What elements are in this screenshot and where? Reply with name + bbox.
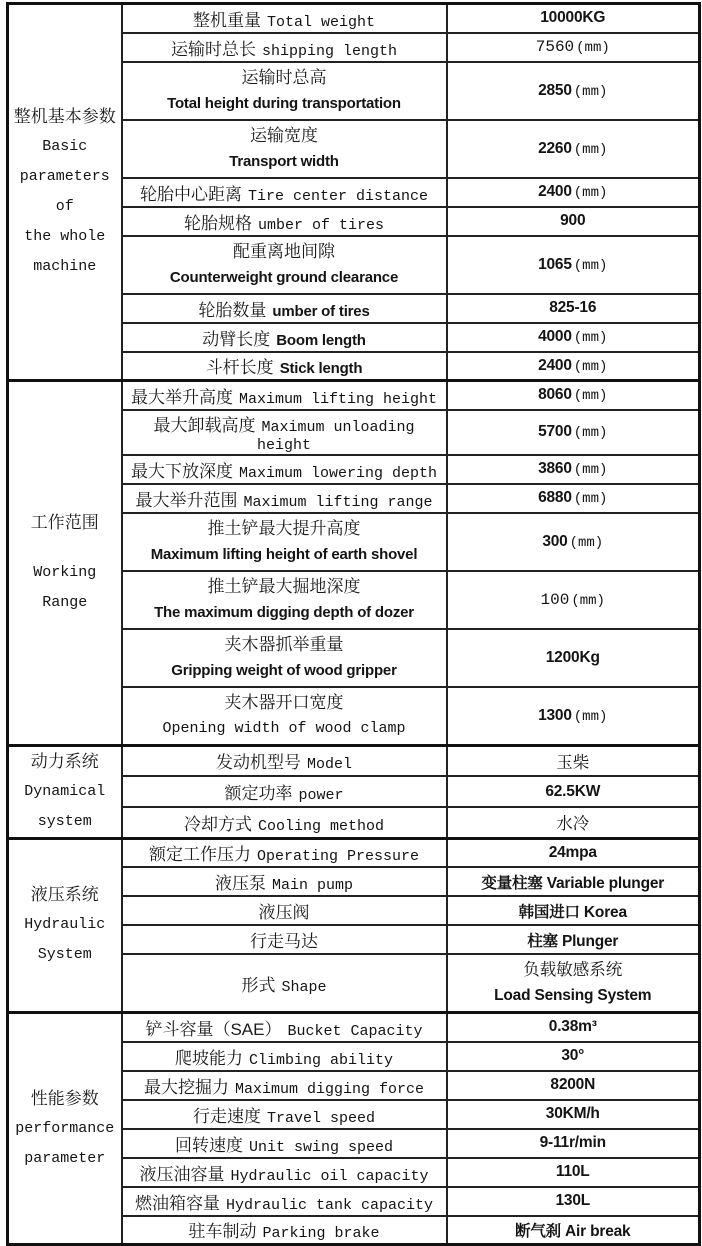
param-zh: 最大挖掘力 — [143, 1077, 229, 1097]
value-text: 62.5KW — [545, 782, 601, 800]
param-zh: 液压阀 — [258, 903, 310, 922]
value-unit: (mm) — [573, 257, 608, 274]
value-cell — [447, 513, 700, 571]
value-cell — [447, 687, 700, 746]
param-zh: 夹木器抓举重量 — [224, 634, 344, 654]
param-en: Hydraulic oil capacity — [230, 1167, 429, 1185]
value-text: 断气刹 Air break — [515, 1222, 631, 1240]
value-cell — [447, 1013, 700, 1042]
param-cell — [122, 838, 447, 867]
value-text: 825-16 — [549, 299, 597, 316]
param-en: Total weight — [266, 13, 376, 31]
param-zh: 最大举升范围 — [135, 490, 238, 510]
param-en: Cooling method — [257, 817, 385, 835]
value-cell — [447, 207, 700, 236]
value-unit: (mm) — [573, 708, 608, 725]
table-row — [8, 745, 700, 776]
param-cell — [122, 236, 447, 294]
value-unit: (mm) — [573, 491, 608, 507]
category-en-line: parameter — [24, 1149, 106, 1167]
param-zh: 燃油箱容量 — [134, 1193, 220, 1213]
category-en-line: performance — [15, 1119, 115, 1137]
value-text: 0.38m³ — [548, 1018, 597, 1036]
param-cell — [122, 484, 447, 513]
param-zh: 回转速度 — [174, 1135, 243, 1155]
param-zh: 最大下放深度 — [130, 461, 233, 481]
param-en: Shape — [281, 978, 327, 996]
param-en: The maximum digging depth of dozer — [154, 603, 414, 621]
param-en: Parking brake — [262, 1225, 380, 1243]
param-en: Bucket Capacity — [287, 1022, 423, 1040]
category-cell-performance-parameter — [8, 1013, 122, 1245]
param-zh: 额定功率 — [224, 784, 293, 803]
value-unit: (mm) — [573, 358, 608, 375]
param-zh: 冷却方式 — [183, 814, 252, 834]
param-en: Counterweight ground clearance — [169, 268, 399, 286]
param-en: power — [298, 787, 344, 804]
value-cell — [447, 1216, 700, 1245]
value-cell — [447, 178, 700, 207]
param-zh: 形式 — [241, 975, 276, 995]
param-en: Unit swing speed — [248, 1138, 394, 1156]
category-cell-hydraulic-system — [8, 838, 122, 1013]
value-cell — [447, 62, 700, 120]
param-en: Tire center distance — [247, 187, 429, 205]
value-unit: (mm) — [573, 141, 608, 158]
param-en: Main pump — [271, 877, 353, 894]
param-en: Maximum lifting range — [243, 493, 433, 511]
param-zh: 夹木器开口宽度 — [224, 692, 344, 712]
param-en: Operating Pressure — [256, 848, 420, 866]
category-en-line: Hydraulic — [24, 916, 106, 934]
value-text: 6880 — [538, 489, 572, 506]
value-text: 5700 — [538, 423, 572, 440]
param-cell — [122, 455, 447, 484]
value-cell — [447, 1129, 700, 1158]
param-cell — [122, 1042, 447, 1071]
param-cell — [122, 1216, 447, 1245]
param-en: Stick length — [279, 360, 363, 378]
value-text: 10000KG — [540, 9, 606, 27]
param-zh: 轮胎数量 — [198, 300, 267, 320]
value-text-line2: Load Sensing System — [494, 987, 652, 1004]
value-cell — [447, 352, 700, 381]
value-text: 2400 — [538, 183, 572, 200]
category-en-line: system — [37, 812, 92, 830]
category-zh: 整机基本参数 — [13, 107, 116, 126]
value-cell — [447, 896, 700, 925]
param-en: Model — [306, 756, 352, 774]
value-cell — [447, 1042, 700, 1071]
value-text: 柱塞 Plunger — [527, 932, 619, 950]
param-zh: 液压油容量 — [139, 1164, 225, 1184]
value-cell — [447, 120, 700, 178]
value-cell — [447, 1158, 700, 1187]
param-cell — [122, 381, 447, 410]
param-cell — [122, 1100, 447, 1129]
value-text: 3860 — [538, 460, 572, 477]
param-cell — [122, 867, 447, 896]
param-cell — [122, 513, 447, 571]
value-unit: (mm) — [573, 185, 608, 201]
table-row — [8, 4, 700, 33]
value-unit: (mm) — [576, 40, 610, 56]
category-en-line: the whole — [24, 228, 106, 245]
value-text: 8200N — [550, 1076, 596, 1093]
value-cell — [447, 1071, 700, 1100]
param-zh: 动臂长度 — [202, 329, 271, 349]
param-cell — [122, 178, 447, 207]
param-zh: 推土铲最大提升高度 — [207, 518, 361, 538]
value-text: 110L — [555, 1163, 590, 1180]
table-row — [8, 838, 700, 867]
value-unit: (mm) — [573, 330, 608, 346]
param-en: Hydraulic tank capacity — [225, 1196, 434, 1214]
value-text: 玉柴 — [556, 753, 590, 772]
param-en: Maximum unloading height — [256, 418, 415, 454]
param-cell — [122, 410, 447, 455]
value-cell — [447, 925, 700, 954]
param-cell — [122, 745, 447, 776]
param-zh: 行走马达 — [250, 932, 318, 951]
value-cell — [447, 571, 700, 629]
param-cell — [122, 629, 447, 687]
value-text: 1065 — [538, 255, 572, 273]
param-en: Boom length — [276, 331, 366, 349]
param-cell — [122, 4, 447, 33]
param-en: Transport width — [229, 152, 339, 170]
param-cell — [122, 776, 447, 807]
value-text: 300 — [542, 532, 568, 550]
category-zh: 性能参数 — [30, 1088, 99, 1108]
spec-sheet — [6, 2, 701, 1246]
value-cell — [447, 1100, 700, 1129]
category-en-line: Basic — [42, 138, 88, 155]
param-zh: 行走速度 — [192, 1106, 261, 1126]
param-cell — [122, 323, 447, 352]
param-zh: 运输宽度 — [250, 125, 318, 145]
category-en-line: parameters of — [19, 168, 110, 215]
param-zh: 最大举升高度 — [130, 387, 233, 407]
param-cell — [122, 1129, 447, 1158]
value-cell — [447, 776, 700, 807]
param-zh: 斗杆长度 — [205, 358, 274, 378]
value-text: 24mpa — [548, 843, 597, 861]
param-en: Gripping weight of wood gripper — [171, 661, 397, 679]
param-zh: 铲斗容量（SAE） — [145, 1019, 282, 1039]
value-text: 30KM/h — [545, 1105, 600, 1122]
param-en: Maximum lifting height of earth shovel — [150, 545, 418, 563]
value-unit: (mm) — [573, 425, 608, 441]
param-en: umber of tires — [257, 216, 385, 234]
value-cell — [447, 410, 700, 455]
value-cell — [447, 236, 700, 294]
param-cell — [122, 1013, 447, 1042]
value-unit: (mm) — [571, 592, 605, 609]
category-cell-dynamical-system — [8, 745, 122, 838]
param-cell — [122, 33, 447, 62]
param-zh: 运输时总长 — [170, 39, 256, 59]
value-cell — [447, 629, 700, 687]
value-cell — [447, 1187, 700, 1216]
param-zh: 驻车制动 — [188, 1222, 257, 1242]
param-en: umber of tires — [272, 302, 370, 320]
category-en-line: Working Range — [33, 563, 97, 611]
param-zh: 推土铲最大掘地深度 — [207, 576, 361, 596]
value-text: 30° — [561, 1047, 585, 1064]
param-en: shipping length — [261, 42, 398, 60]
value-unit: (mm) — [573, 83, 608, 100]
value-text: 900 — [560, 212, 586, 229]
param-cell — [122, 62, 447, 120]
param-zh: 额定工作压力 — [148, 845, 251, 865]
param-zh: 轮胎规格 — [183, 213, 252, 233]
value-text: 2400 — [538, 356, 572, 374]
param-zh: 整机重量 — [192, 10, 261, 30]
param-cell — [122, 571, 447, 629]
value-text: 负载敏感系统 — [523, 961, 623, 979]
value-cell — [447, 807, 700, 838]
value-text: 100 — [540, 590, 570, 609]
param-cell — [122, 1071, 447, 1100]
param-en: Travel speed — [266, 1109, 376, 1127]
param-cell — [122, 1158, 447, 1187]
param-cell — [122, 352, 447, 381]
value-text: 韩国进口 Korea — [518, 903, 627, 921]
param-zh: 配重离地间隙 — [233, 241, 335, 261]
param-zh: 发动机型号 — [215, 753, 301, 773]
value-text: 8060 — [538, 386, 572, 404]
value-text: 1200Kg — [545, 648, 600, 666]
param-zh: 运输时总高 — [241, 67, 327, 87]
value-cell — [447, 954, 700, 1013]
table-row — [8, 381, 700, 410]
param-en: Maximum lifting height — [238, 390, 438, 408]
category-en-line: machine — [33, 258, 97, 275]
param-en: Maximum lowering depth — [238, 464, 438, 482]
param-cell — [122, 1187, 447, 1216]
value-unit: (mm) — [569, 534, 604, 551]
category-en-line: Dynamical — [24, 782, 106, 800]
param-cell — [122, 207, 447, 236]
param-cell — [122, 120, 447, 178]
value-cell — [447, 323, 700, 352]
param-cell — [122, 954, 447, 1013]
value-text: 变量柱塞 Variable plunger — [481, 874, 665, 892]
value-text: 9-11r/min — [539, 1134, 606, 1151]
param-zh: 轮胎中心距离 — [139, 184, 242, 204]
category-en-line: System — [37, 946, 92, 964]
category-zh: 液压系统 — [30, 885, 99, 905]
param-cell — [122, 896, 447, 925]
param-cell — [122, 294, 447, 323]
param-en: Opening width of wood clamp — [162, 719, 406, 737]
value-cell — [447, 4, 700, 33]
value-text: 水冷 — [556, 815, 590, 834]
value-text: 1300 — [538, 706, 572, 724]
param-zh: 液压泵 — [214, 874, 266, 893]
value-text: 130L — [555, 1192, 591, 1209]
value-cell — [447, 867, 700, 896]
value-unit: (mm) — [573, 462, 608, 478]
param-zh: 最大卸载高度 — [153, 415, 256, 435]
param-en: Maximum digging force — [234, 1080, 425, 1098]
param-en: Climbing ability — [248, 1051, 394, 1069]
value-text: 7560 — [535, 38, 575, 56]
category-cell-basic-parameters — [8, 4, 122, 381]
value-cell — [447, 33, 700, 62]
table-row — [8, 1013, 700, 1042]
param-zh: 爬坡能力 — [174, 1048, 243, 1068]
param-cell — [122, 925, 447, 954]
param-en: Total height during transportation — [167, 94, 401, 112]
param-cell — [122, 687, 447, 746]
category-cell-working-range — [8, 381, 122, 746]
value-cell — [447, 484, 700, 513]
value-cell — [447, 381, 700, 410]
category-zh: 工作范围 — [30, 512, 99, 532]
value-cell — [447, 455, 700, 484]
value-cell — [447, 838, 700, 867]
value-cell — [447, 294, 700, 323]
spec-table — [6, 2, 701, 1246]
value-text: 2260 — [538, 139, 572, 157]
value-text: 2850 — [538, 81, 572, 99]
value-cell — [447, 745, 700, 776]
category-zh: 动力系统 — [30, 751, 99, 771]
value-unit: (mm) — [573, 388, 608, 405]
param-cell — [122, 807, 447, 838]
value-text: 4000 — [538, 328, 572, 345]
